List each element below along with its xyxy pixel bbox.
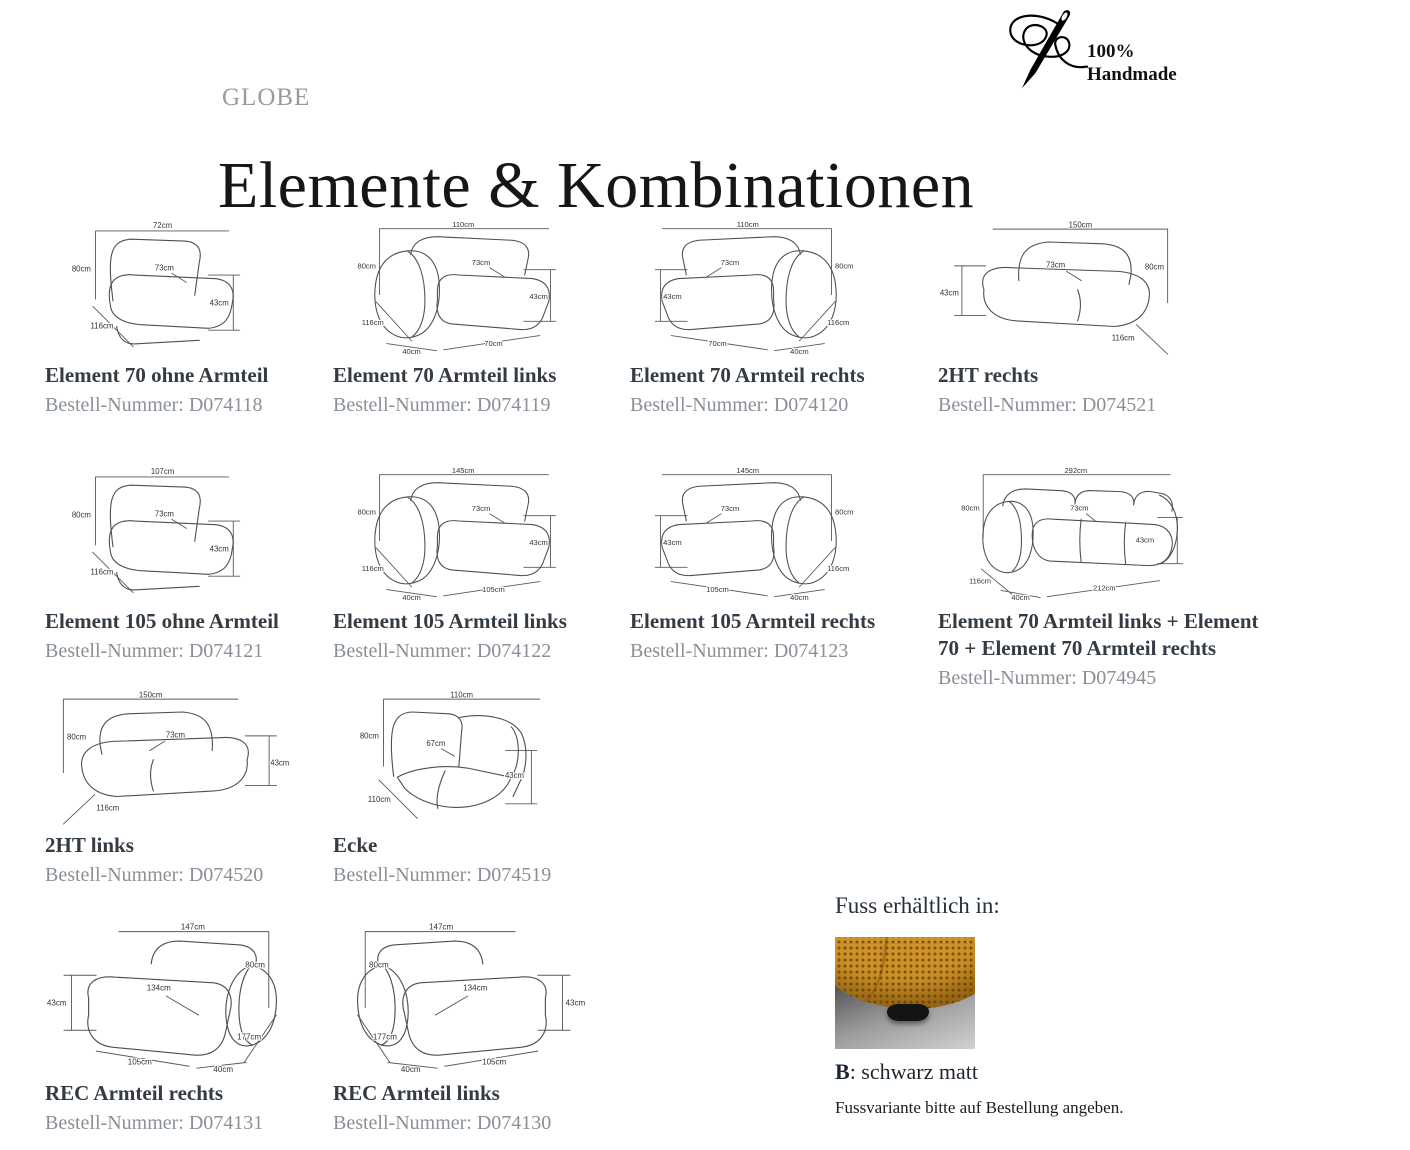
element-name: REC Armteil links [333,1081,500,1105]
dim-seat-depth: 67cm [426,738,446,748]
order-number: Bestell-Nummer: D074123 [630,640,849,662]
dim-depth: 177cm [237,1032,262,1042]
element-name: 2HT rechts [938,363,1039,387]
element-card [630,464,915,663]
order-number: Bestell-Nummer: D074131 [45,1112,264,1134]
dim-width: 110cm [450,690,474,700]
element-drawing [45,688,293,826]
element-drawing [333,688,581,826]
dim-height: 80cm [245,960,265,970]
dim-width: 145cm [736,465,760,475]
order-number: Bestell-Nummer: D074520 [45,864,264,886]
element-name: Element 70 Armteil rechts [630,363,865,387]
dim-width: 292cm [1064,465,1088,475]
dim-seat-depth: 73cm [471,504,491,514]
dim-arm-width: 40cm [790,593,809,602]
dim-arm-width: 40cm [213,1064,234,1074]
element-name: Ecke [333,833,378,857]
dim-arm-width: 40cm [400,1064,421,1074]
dim-width: 145cm [451,465,475,475]
dim-arm-width: 40cm [790,347,809,356]
dim-seat-depth: 73cm [154,263,174,273]
dim-seat-height: 43cm [529,292,548,302]
dim-seat-width: 105cm [706,585,729,595]
element-card [938,218,1223,417]
dim-seat-height: 43cm [270,758,290,768]
element-drawing [630,218,878,356]
dim-depth: 110cm [367,795,391,805]
element-name: Element 105 Armteil links [333,609,567,633]
element-card [333,464,618,663]
dim-width: 147cm [180,922,205,932]
dim-seat-height: 43cm [565,998,586,1008]
dim-height: 80cm [369,960,389,970]
foot-variant-label: B: schwarz matt [835,1059,978,1084]
page-title: Elemente & Kombinationen [218,149,975,223]
dim-width: 107cm [150,467,175,477]
dim-seat-height: 43cm [939,288,959,298]
dim-seat-height: 43cm [504,771,525,781]
element-name: Element 70 ohne Armteil [45,363,269,387]
dim-height: 80cm [71,510,91,520]
dim-height: 80cm [67,732,87,742]
dim-height: 80cm [961,503,980,513]
dim-seat-height: 43cm [663,538,682,548]
element-drawing [938,464,1194,602]
foot-heading: Fuss erhältlich in: [835,893,1000,918]
dim-height: 80cm [357,261,376,271]
element-card [45,464,330,663]
dim-width: 147cm [429,922,454,932]
order-number: Bestell-Nummer: D074945 [938,667,1157,689]
dim-seat-width: 70cm [708,339,727,349]
dim-seat-depth: 73cm [720,504,740,514]
mustard-fabric [835,937,975,1009]
dim-seat-depth: 134cm [463,983,488,993]
dim-width: 72cm [153,221,173,231]
dim-seat-depth: 73cm [720,258,740,268]
dim-seat-depth: 73cm [154,509,174,519]
dim-seat-depth: 73cm [165,730,185,740]
needle-thread-icon [992,2,1092,102]
element-name: REC Armteil rechts [45,1081,224,1105]
logo-line2: Handmade [1087,64,1177,85]
dim-seat-height: 43cm [529,538,548,548]
element-drawing [45,464,293,602]
dim-depth: 116cm [827,563,850,573]
dim-depth: 116cm [1111,333,1135,343]
dim-height: 80cm [359,731,379,741]
dim-width: 110cm [736,219,759,229]
dim-seat-depth: 73cm [1046,260,1066,270]
dim-arm-width: 40cm [1011,593,1030,602]
dim-seat-width: 212cm [1092,583,1116,593]
dim-seat-height: 43cm [209,298,229,308]
dim-depth: 116cm [90,567,114,577]
dim-height: 80cm [1144,262,1164,272]
dim-seat-depth: 134cm [146,983,171,993]
dim-height: 80cm [835,261,854,271]
dim-seat-height: 43cm [1135,535,1155,545]
order-number: Bestell-Nummer: D074120 [630,394,849,416]
order-number: Bestell-Nummer: D074519 [333,864,552,886]
dim-height: 80cm [71,264,91,274]
element-name: Element 70 Armteil links + Element 70 + Element 70 Armteil rechts [938,609,1259,660]
dim-arm-width: 40cm [402,593,421,602]
black-foot [887,1004,929,1021]
dim-width: 150cm [1068,220,1093,230]
element-drawing [630,464,878,602]
order-number: Bestell-Nummer: D074119 [333,394,551,416]
element-card [630,218,915,417]
dim-depth: 177cm [372,1032,397,1042]
order-number: Bestell-Nummer: D074130 [333,1112,552,1134]
dim-seat-depth: 73cm [1070,503,1089,513]
element-name: Element 105 Armteil rechts [630,609,876,633]
dim-seat-width: 105cm [482,585,505,595]
order-number: Bestell-Nummer: D074121 [45,640,264,662]
dim-arm-width: 40cm [402,347,421,356]
dim-depth: 116cm [827,317,850,327]
dim-width: 150cm [138,690,163,700]
element-card [45,922,330,1135]
dim-width: 110cm [452,219,475,229]
element-drawing [333,464,581,602]
dim-depth: 116cm [361,317,384,327]
element-name: Element 70 Armteil links [333,363,557,387]
dim-seat-height: 43cm [663,292,682,302]
dim-depth: 116cm [968,576,992,586]
element-card [333,688,618,887]
dim-height: 80cm [835,507,854,517]
foot-variant-section [835,893,1235,1118]
dim-depth: 116cm [96,803,120,813]
logo-line1: 100% [1087,41,1135,62]
dim-seat-depth: 73cm [471,258,491,268]
logo-text [1087,40,1177,86]
order-number: Bestell-Nummer: D074118 [45,394,263,416]
element-card [45,218,330,417]
dim-seat-width: 105cm [482,1057,507,1067]
element-drawing [45,922,301,1074]
element-card [333,218,618,417]
element-drawing [45,218,293,356]
dim-height: 80cm [357,507,376,517]
element-card [938,464,1268,690]
dim-depth: 116cm [361,563,384,573]
foot-photo [835,937,975,1049]
dim-seat-width: 105cm [127,1057,152,1067]
element-name: Element 105 ohne Armteil [45,609,279,633]
element-card [333,922,618,1135]
element-drawing [938,218,1186,356]
element-drawing [333,922,589,1074]
dim-depth: 116cm [90,321,114,331]
dim-seat-height: 43cm [46,998,67,1008]
collection-name: GLOBE [222,84,311,111]
element-name: 2HT links [45,833,134,857]
order-number: Bestell-Nummer: D074122 [333,640,552,662]
dim-seat-height: 43cm [209,544,229,554]
order-number: Bestell-Nummer: D074521 [938,394,1157,416]
dim-seat-width: 70cm [484,339,503,349]
foot-note: Fussvariante bitte auf Bestellung angeben. [835,1098,1124,1117]
element-drawing [333,218,581,356]
element-card [45,688,330,887]
